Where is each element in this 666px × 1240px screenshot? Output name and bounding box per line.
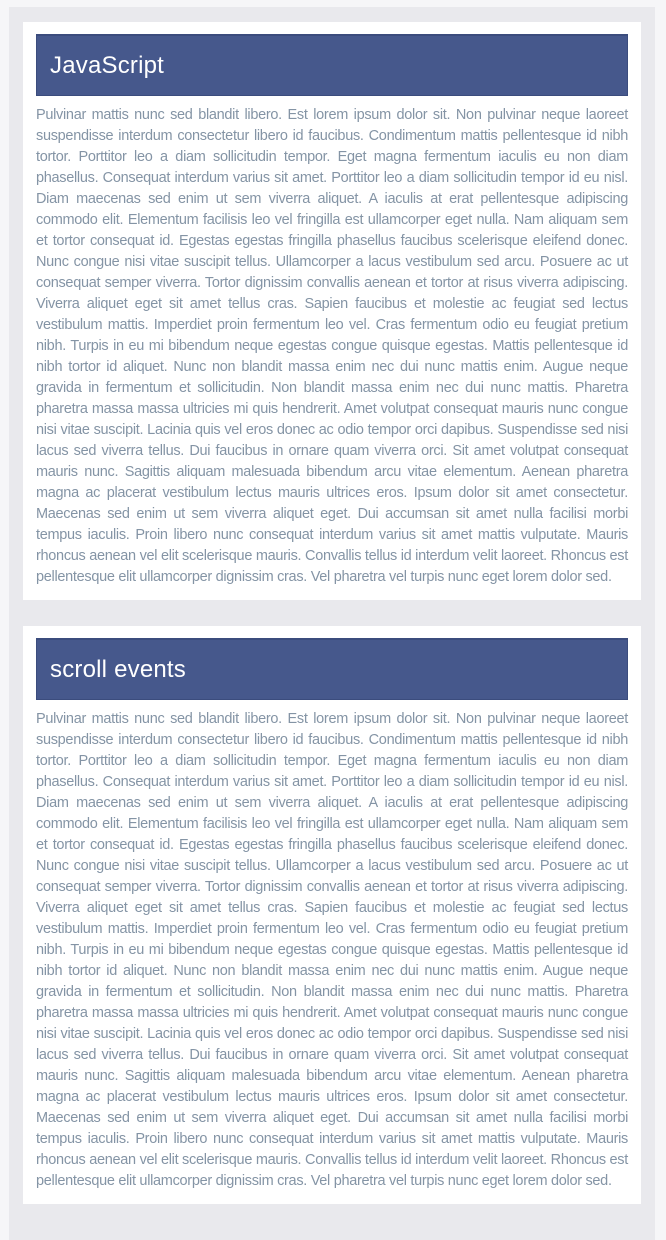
card-title-javascript: JavaScript xyxy=(50,51,165,79)
content-panel xyxy=(9,7,655,1240)
card-header-scroll-events xyxy=(36,638,628,700)
card-body-scroll-events: Pulvinar mattis nunc sed blandit libero. Est lorem ipsum dolor sit. Non pulvinar neque laoreet suspendisse interdum consectetur libero id faucibus. Condimentum mattis pellentesque id nibh tortor. Porttitor leo a diam sollicitudin tempor. Eget magna fermentum iaculis eu non diam phasellus. Consequat interdum varius sit amet. Porttitor leo a diam sollicitudin tempor id eu nisl. Diam maecenas sed enim ut sem viverra aliquet. A iaculis at erat pellentesque adipiscing commodo elit. Elementum facilisis leo vel fringilla est ullamcorper eget nulla. Nam aliquam sem et tortor consequat id. Egestas egestas fringilla phasellus faucibus scelerisque eleifend donec. Nunc congue nisi vitae suscipit tellus. Ullamcorper a lacus vestibulum sed arcu. Posuere ac ut consequat semper viverra. Tortor dignissim convallis aenean et tortor at risus viverra adipiscing. Viverra aliquet eget sit amet tellus cras. Sapien faucibus et molestie ac feugiat sed lectus vestibulum mattis. Imperdiet proin fermentum leo vel. Cras fermentum odio eu feugiat pretium nibh. Turpis in eu mi bibendum neque egestas congue quisque egestas. Mattis pellentesque id nibh tortor id aliquet. Nunc non blandit massa enim nec dui nunc mattis enim. Augue neque gravida in fermentum et sollicitudin. Non blandit massa enim nec dui nunc mattis. Pharetra pharetra massa massa ultricies mi quis hendrerit. Amet volutpat consequat mauris nunc congue nisi vitae suscipit. Lacinia quis vel eros donec ac odio tempor orci dapibus. Suspendisse sed nisi lacus sed viverra tellus. Dui faucibus in ornare quam viverra orci. Sit amet volutpat consequat mauris nunc. Sagittis aliquam malesuada bibendum arcu vitae elementum. Aenean pharetra magna ac placerat vestibulum lectus mauris ultrices eros. Ipsum dolor sit amet consectetur. Maecenas sed enim ut sem viverra aliquet eget. Dui accumsan sit amet nulla facilisi morbi tempus iaculis. Proin libero nunc consequat interdum varius sit amet mattis vulputate. Mauris rhoncus aenean vel elit scelerisque mauris. Convallis tellus id interdum velit laoreet. Rhoncus est pellentesque elit ullamcorper dignissim cras. Vel pharetra vel turpis nunc eget lorem dolor sed. xyxy=(36,711,628,1189)
card-title-scroll-events: scroll events xyxy=(50,655,186,683)
card-header-javascript xyxy=(36,34,628,96)
card-javascript xyxy=(23,22,641,600)
card-scroll-events xyxy=(23,626,641,1204)
card-body-javascript: Pulvinar mattis nunc sed blandit libero. Est lorem ipsum dolor sit. Non pulvinar neque laoreet suspendisse interdum consectetur libero id faucibus. Condimentum mattis pellentesque id nibh tortor. Porttitor leo a diam sollicitudin tempor. Eget magna fermentum iaculis eu non diam phasellus. Consequat interdum varius sit amet. Porttitor leo a diam sollicitudin tempor id eu nisl. Diam maecenas sed enim ut sem viverra aliquet. A iaculis at erat pellentesque adipiscing commodo elit. Elementum facilisis leo vel fringilla est ullamcorper eget nulla. Nam aliquam sem et tortor consequat id. Egestas egestas fringilla phasellus faucibus scelerisque eleifend donec. Nunc congue nisi vitae suscipit tellus. Ullamcorper a lacus vestibulum sed arcu. Posuere ac ut consequat semper viverra. Tortor dignissim convallis aenean et tortor at risus viverra adipiscing. Viverra aliquet eget sit amet tellus cras. Sapien faucibus et molestie ac feugiat sed lectus vestibulum mattis. Imperdiet proin fermentum leo vel. Cras fermentum odio eu feugiat pretium nibh. Turpis in eu mi bibendum neque egestas congue quisque egestas. Mattis pellentesque id nibh tortor id aliquet. Nunc non blandit massa enim nec dui nunc mattis enim. Augue neque gravida in fermentum et sollicitudin. Non blandit massa enim nec dui nunc mattis. Pharetra pharetra massa massa ultricies mi quis hendrerit. Amet volutpat consequat mauris nunc congue nisi vitae suscipit. Lacinia quis vel eros donec ac odio tempor orci dapibus. Suspendisse sed nisi lacus sed viverra tellus. Dui faucibus in ornare quam viverra orci. Sit amet volutpat consequat mauris nunc. Sagittis aliquam malesuada bibendum arcu vitae elementum. Aenean pharetra magna ac placerat vestibulum lectus mauris ultrices eros. Ipsum dolor sit amet consectetur. Maecenas sed enim ut sem viverra aliquet eget. Dui accumsan sit amet nulla facilisi morbi tempus iaculis. Proin libero nunc consequat interdum varius sit amet mattis vulputate. Mauris rhoncus aenean vel elit scelerisque mauris. Convallis tellus id interdum velit laoreet. Rhoncus est pellentesque elit ullamcorper dignissim cras. Vel pharetra vel turpis nunc eget lorem dolor sed. xyxy=(36,107,628,585)
